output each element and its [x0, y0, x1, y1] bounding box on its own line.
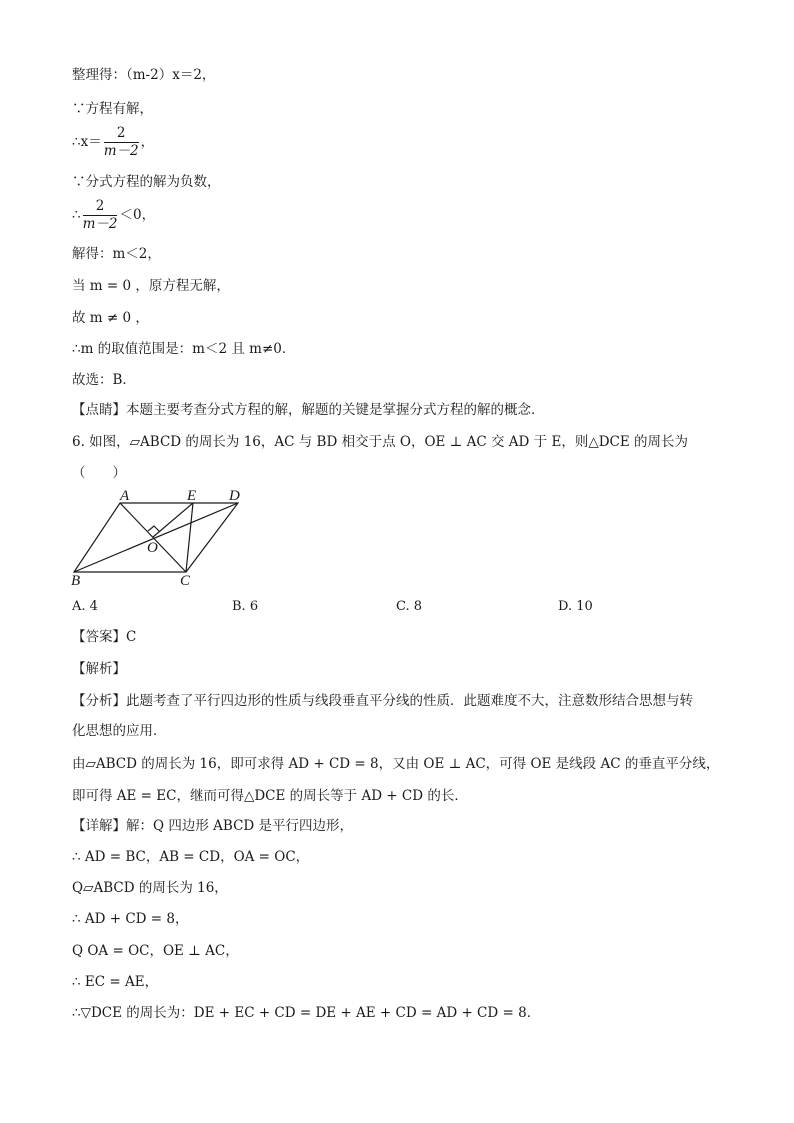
text-line: ∵分式方程的解为负数， [72, 174, 221, 190]
option-d: D. 10 [558, 599, 593, 614]
fraction-line [72, 198, 155, 233]
right-angle-mark [148, 526, 160, 532]
text-line: 整理得：（m-2）x＝2， [72, 67, 216, 83]
denominator: m－2 [82, 216, 118, 232]
label-c: C [180, 573, 191, 588]
label-d: D [229, 488, 240, 504]
text-line: 解得：m＜2， [72, 246, 161, 262]
text-line: 【点睛】本题主要考查分式方程的解，解题的关键是掌握分式方程的解的概念． [72, 402, 545, 418]
diagonal-bd [74, 503, 238, 572]
parallelogram-figure [66, 484, 256, 588]
question-6: 6. 如图，▱ABCD 的周长为 16，AC 与 BD 相交于点 O，OE ⊥ AC 交 AD 于 E，则△DCE 的周长为 [72, 434, 688, 450]
analysis-line: 【分析】此题考查了平行四边形的性质与线段垂直平分线的性质．此题难度不大，注意数形结合思想与转 [72, 693, 693, 709]
analysis-line: 化思想的应用． [72, 723, 167, 739]
detail-line: ∴▽DCE 的周长为：DE + EC + CD = DE + AE + CD = AD + CD = 8． [72, 1005, 541, 1021]
label-b: B [71, 573, 81, 588]
fraction [83, 198, 118, 233]
fraction-line [72, 125, 154, 160]
text-fragment: ∴x＝ [72, 134, 102, 150]
numerator: 2 [104, 125, 139, 143]
text-line: 故选：B． [72, 372, 136, 388]
text-fragment: ＜0， [119, 207, 156, 223]
analysis-heading: 【解析】 [72, 661, 126, 677]
answer: 【答案】C [72, 629, 137, 645]
detail-line: 【详解】解：Q 四边形 ABCD 是平行四边形， [72, 818, 354, 834]
text-fragment: ， [140, 134, 155, 150]
analysis-line: 即可得 AE = EC，继而可得△DCE 的周长等于 AD + CD 的长． [72, 788, 468, 804]
option-a: A. 4 [72, 599, 98, 614]
text-line: 故 m ≠ 0 ， [72, 310, 149, 326]
segment-oe [153, 503, 193, 537]
detail-line: ∴ AD + CD = 8， [72, 911, 189, 927]
label-e: E [187, 488, 197, 504]
label-a: A [120, 488, 130, 504]
option-b: B. 6 [232, 599, 259, 614]
text-line: 当 m = 0 ，原方程无解， [72, 278, 230, 294]
fraction [104, 125, 139, 160]
numerator: 2 [83, 198, 118, 216]
denominator: m－2 [103, 143, 139, 159]
detail-line: ∴ AD = BC，AB = CD，OA = OC， [72, 849, 310, 865]
detail-line: Q▱ABCD 的周长为 16， [72, 880, 228, 896]
text-line: ∴m 的取值范围是：m＜2 且 m≠0． [72, 341, 296, 357]
diagonal-ac [120, 503, 186, 572]
text-fragment: ∴ [72, 207, 81, 223]
option-c: C. 8 [396, 599, 423, 614]
detail-line: Q OA = OC，OE ⊥ AC， [72, 943, 239, 959]
segment-ec [186, 503, 193, 572]
analysis-line: 由▱ABCD 的周长为 16，即可求得 AD + CD = 8，又由 OE ⊥ AC，可得 OE 是线段 AC 的垂直平分线， [72, 756, 720, 772]
detail-line: ∴ EC = AE， [72, 974, 159, 990]
label-o: O [147, 540, 158, 556]
question-6-blank: （ ） [72, 465, 126, 481]
text-line: ∵方程有解， [72, 101, 153, 117]
